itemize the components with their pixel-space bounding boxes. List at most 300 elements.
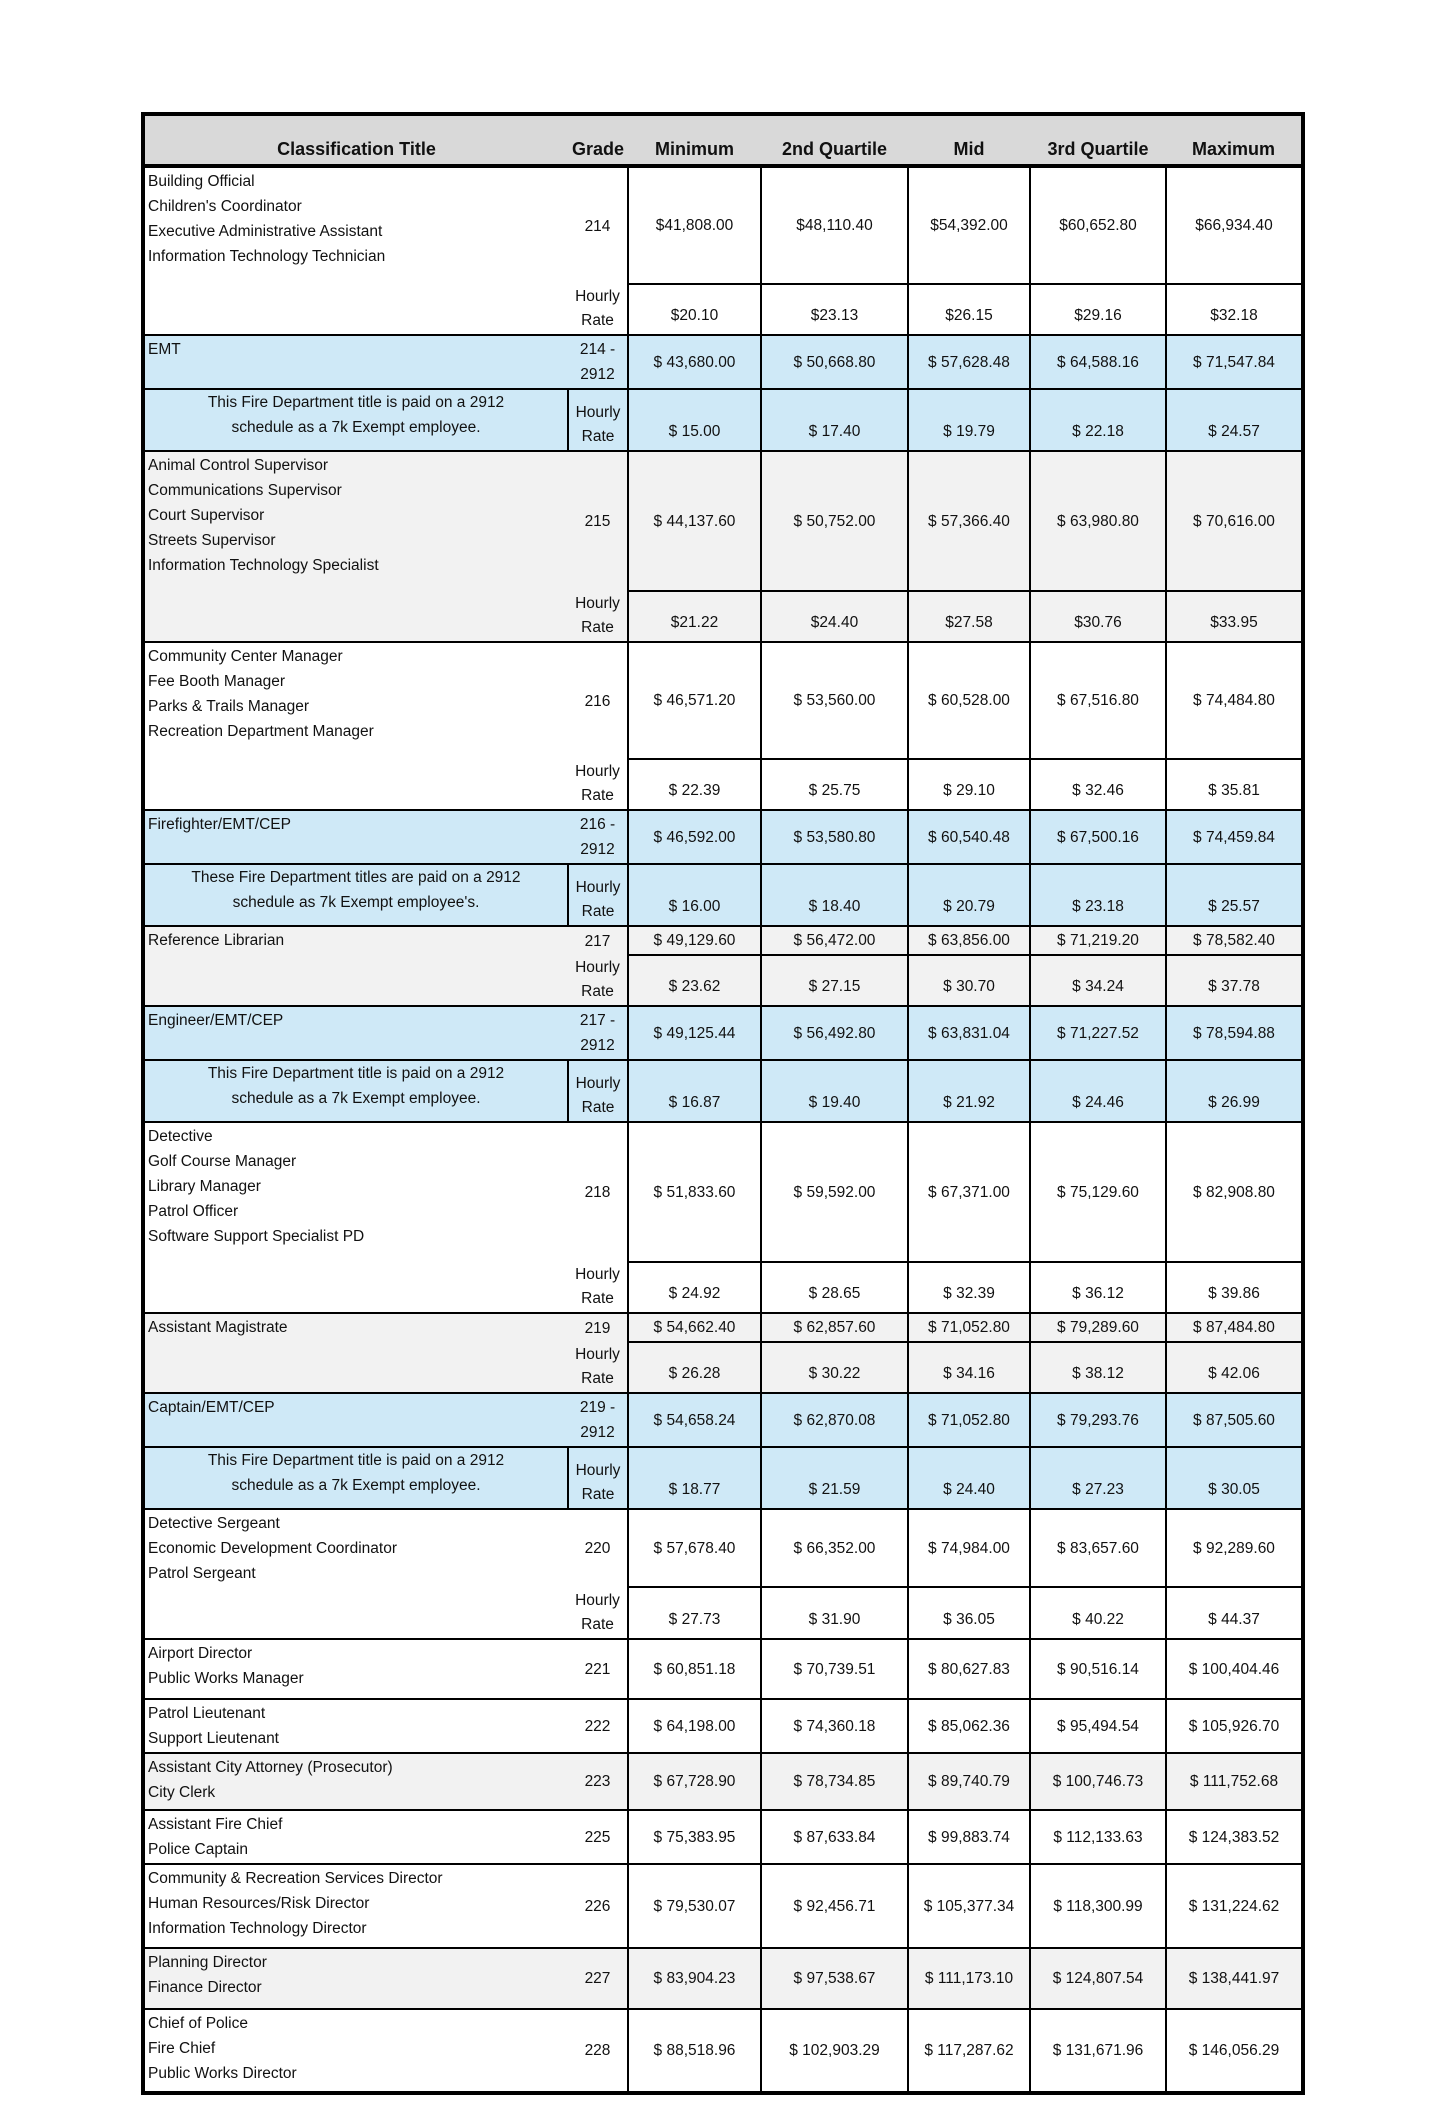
- hourly-3rd-quartile: $ 36.12: [1030, 1262, 1166, 1313]
- salary-row: [143, 1699, 1303, 1753]
- salary-row: [143, 1864, 1303, 1948]
- classification-title: Planning Director: [148, 1954, 267, 1971]
- annual-minimum: $ 60,851.18: [628, 1639, 761, 1699]
- annual-mid: $ 85,062.36: [908, 1699, 1030, 1753]
- hourly-minimum: $21.22: [628, 591, 761, 642]
- classification-title: Human Resources/Risk Director: [148, 1895, 370, 1912]
- hourly-mid: $ 36.05: [908, 1587, 1030, 1639]
- annual-3rd-quartile: $ 112,133.63: [1030, 1810, 1166, 1864]
- classification-title: Assistant Fire Chief: [148, 1816, 283, 1833]
- annual-minimum: $ 79,530.07: [628, 1864, 761, 1948]
- classification-titles: [143, 1810, 568, 1864]
- salary-row: [143, 1122, 1303, 1262]
- hourly-mid: $ 32.39: [908, 1262, 1030, 1313]
- annual-maximum: $ 131,224.62: [1166, 1864, 1303, 1948]
- annual-3rd-quartile: $ 124,807.54: [1030, 1948, 1166, 2009]
- annual-mid: $ 89,740.79: [908, 1753, 1030, 1810]
- hourly-rate-label: Hourly Rate: [568, 1587, 628, 1639]
- hourly-row: [143, 1342, 1303, 1393]
- annual-minimum: $41,808.00: [628, 166, 761, 284]
- annual-maximum: $ 111,752.68: [1166, 1753, 1303, 1810]
- hourly-rate-label: Hourly Rate: [568, 759, 628, 810]
- hourly-2nd-quartile: $ 17.40: [761, 389, 908, 451]
- annual-2nd-quartile: $ 62,857.60: [761, 1313, 908, 1342]
- hourly-3rd-quartile: $30.76: [1030, 591, 1166, 642]
- hourly-mid: $ 30.70: [908, 955, 1030, 1006]
- classification-titles: [143, 1699, 568, 1753]
- classification-titles: [143, 335, 568, 389]
- annual-2nd-quartile: $ 62,870.08: [761, 1393, 908, 1447]
- hourly-2nd-quartile: $ 31.90: [761, 1587, 908, 1639]
- annual-minimum: $ 43,680.00: [628, 335, 761, 389]
- annual-3rd-quartile: $ 63,980.80: [1030, 451, 1166, 591]
- hourly-3rd-quartile: $ 24.46: [1030, 1060, 1166, 1122]
- grade: 221: [568, 1639, 628, 1699]
- hourly-spacer: [143, 955, 568, 1006]
- hourly-rate-label: Hourly Rate: [568, 389, 628, 451]
- hourly-3rd-quartile: $ 32.46: [1030, 759, 1166, 810]
- annual-maximum: $ 92,289.60: [1166, 1509, 1303, 1587]
- classification-title: Patrol Sergeant: [148, 1565, 256, 1582]
- annual-maximum: $ 70,616.00: [1166, 451, 1303, 591]
- hourly-mid: $ 34.16: [908, 1342, 1030, 1393]
- schedule-note: This Fire Department title is paid on a 2912 schedule as a 7k Exempt employee.: [143, 389, 568, 451]
- classification-titles: [143, 451, 568, 591]
- annual-minimum: $ 44,137.60: [628, 451, 761, 591]
- hourly-2nd-quartile: $ 25.75: [761, 759, 908, 810]
- annual-2nd-quartile: $ 50,668.80: [761, 335, 908, 389]
- annual-3rd-quartile: $ 118,300.99: [1030, 1864, 1166, 1948]
- classification-group: [143, 1639, 1303, 1699]
- classification-group: [143, 1753, 1303, 1810]
- annual-minimum: $ 64,198.00: [628, 1699, 761, 1753]
- hourly-spacer: [143, 284, 568, 335]
- annual-minimum: $ 46,571.20: [628, 642, 761, 759]
- hourly-maximum: $ 24.57: [1166, 389, 1303, 451]
- annual-maximum: $ 138,441.97: [1166, 1948, 1303, 2009]
- annual-minimum: $ 57,678.40: [628, 1509, 761, 1587]
- classification-group: [143, 335, 1303, 451]
- hourly-mid: $ 29.10: [908, 759, 1030, 810]
- annual-minimum: $ 46,592.00: [628, 810, 761, 864]
- hourly-rate-label: Hourly Rate: [568, 1342, 628, 1393]
- schedule-note: This Fire Department title is paid on a 2912 schedule as a 7k Exempt employee.: [143, 1060, 568, 1122]
- annual-2nd-quartile: $ 87,633.84: [761, 1810, 908, 1864]
- annual-minimum: $ 49,125.44: [628, 1006, 761, 1060]
- annual-2nd-quartile: $ 97,538.67: [761, 1948, 908, 2009]
- annual-mid: $ 71,052.80: [908, 1313, 1030, 1342]
- annual-mid: $ 111,173.10: [908, 1948, 1030, 2009]
- annual-maximum: $ 78,594.88: [1166, 1006, 1303, 1060]
- classification-title: Information Technology Technician: [148, 248, 386, 265]
- annual-3rd-quartile: $ 71,227.52: [1030, 1006, 1166, 1060]
- hourly-spacer: [143, 1342, 568, 1393]
- hourly-row: [143, 759, 1303, 810]
- hourly-rate-label: Hourly Rate: [568, 1262, 628, 1313]
- annual-mid: $ 67,371.00: [908, 1122, 1030, 1262]
- classification-title: Parks & Trails Manager: [148, 698, 310, 715]
- annual-minimum: $ 75,383.95: [628, 1810, 761, 1864]
- hourly-2nd-quartile: $24.40: [761, 591, 908, 642]
- annual-maximum: $ 87,484.80: [1166, 1313, 1303, 1342]
- annual-2nd-quartile: $ 53,560.00: [761, 642, 908, 759]
- annual-minimum: $ 83,904.23: [628, 1948, 761, 2009]
- classification-group: [143, 926, 1303, 1006]
- hourly-mid: $ 20.79: [908, 864, 1030, 926]
- grade: 216: [568, 642, 628, 759]
- classification-title: Children's Coordinator: [148, 198, 302, 215]
- annual-3rd-quartile: $ 95,494.54: [1030, 1699, 1166, 1753]
- classification-title: Fee Booth Manager: [148, 673, 286, 690]
- classification-title: Detective: [148, 1128, 213, 1145]
- classification-title: Detective Sergeant: [148, 1515, 280, 1532]
- hourly-row: [143, 955, 1303, 1006]
- classification-group: [143, 1699, 1303, 1753]
- classification-title: Building Official: [148, 173, 255, 190]
- grade: 225: [568, 1810, 628, 1864]
- classification-group: [143, 451, 1303, 642]
- annual-mid: $ 63,856.00: [908, 926, 1030, 955]
- annual-3rd-quartile: $ 79,289.60: [1030, 1313, 1166, 1342]
- annual-3rd-quartile: $ 79,293.76: [1030, 1393, 1166, 1447]
- hourly-3rd-quartile: $ 22.18: [1030, 389, 1166, 451]
- annual-mid: $54,392.00: [908, 166, 1030, 284]
- grade: 216 - 2912: [568, 810, 628, 864]
- hourly-2nd-quartile: $ 30.22: [761, 1342, 908, 1393]
- classification-title: Community & Recreation Services Director: [148, 1870, 443, 1887]
- annual-maximum: $ 78,582.40: [1166, 926, 1303, 955]
- classification-title: Police Captain: [148, 1841, 248, 1858]
- grade: 217: [568, 926, 628, 955]
- hourly-2nd-quartile: $ 21.59: [761, 1447, 908, 1509]
- classification-titles: [143, 1006, 568, 1060]
- classification-titles: [143, 926, 568, 955]
- annual-maximum: $ 105,926.70: [1166, 1699, 1303, 1753]
- salary-row: [143, 642, 1303, 759]
- hourly-minimum: $ 24.92: [628, 1262, 761, 1313]
- classification-group: [143, 1509, 1303, 1639]
- classification-title: Streets Supervisor: [148, 532, 276, 549]
- hourly-row: [143, 1447, 1303, 1509]
- hourly-spacer: [143, 1587, 568, 1639]
- hourly-spacer: [143, 591, 568, 642]
- grade: 223: [568, 1753, 628, 1810]
- hourly-maximum: $ 37.78: [1166, 955, 1303, 1006]
- header-mid: Mid: [908, 114, 1030, 166]
- classification-title: Animal Control Supervisor: [148, 457, 329, 474]
- hourly-maximum: $ 42.06: [1166, 1342, 1303, 1393]
- hourly-minimum: $ 16.87: [628, 1060, 761, 1122]
- hourly-rate-label: Hourly Rate: [568, 284, 628, 335]
- classification-title: EMT: [148, 341, 181, 358]
- classification-group: [143, 810, 1303, 926]
- hourly-maximum: $ 25.57: [1166, 864, 1303, 926]
- hourly-mid: $26.15: [908, 284, 1030, 335]
- annual-2nd-quartile: $ 50,752.00: [761, 451, 908, 591]
- grade: 217 - 2912: [568, 1006, 628, 1060]
- annual-mid: $ 80,627.83: [908, 1639, 1030, 1699]
- classification-titles: [143, 166, 568, 284]
- hourly-row: [143, 389, 1303, 451]
- hourly-minimum: $ 18.77: [628, 1447, 761, 1509]
- classification-titles: [143, 1948, 568, 2009]
- classification-titles: [143, 1313, 568, 1342]
- header-2nd-quartile: 2nd Quartile: [761, 114, 908, 166]
- classification-title: Communications Supervisor: [148, 482, 342, 499]
- annual-3rd-quartile: $ 90,516.14: [1030, 1639, 1166, 1699]
- classification-title: Library Manager: [148, 1178, 261, 1195]
- annual-2nd-quartile: $ 92,456.71: [761, 1864, 908, 1948]
- classification-titles: [143, 1864, 568, 1948]
- hourly-2nd-quartile: $ 18.40: [761, 864, 908, 926]
- classification-group: [143, 1810, 1303, 1864]
- hourly-rate-label: Hourly Rate: [568, 591, 628, 642]
- grade: 220: [568, 1509, 628, 1587]
- classification-titles: [143, 1393, 568, 1447]
- classification-group: [143, 1948, 1303, 2009]
- classification-title: Chief of Police: [148, 2015, 248, 2032]
- annual-minimum: $ 51,833.60: [628, 1122, 761, 1262]
- annual-2nd-quartile: $ 70,739.51: [761, 1639, 908, 1699]
- annual-maximum: $ 87,505.60: [1166, 1393, 1303, 1447]
- hourly-row: [143, 1262, 1303, 1313]
- hourly-2nd-quartile: $ 28.65: [761, 1262, 908, 1313]
- hourly-rate-label: Hourly Rate: [568, 955, 628, 1006]
- classification-group: [143, 642, 1303, 810]
- annual-3rd-quartile: $ 75,129.60: [1030, 1122, 1166, 1262]
- classification-group: [143, 166, 1303, 335]
- annual-3rd-quartile: $ 67,516.80: [1030, 642, 1166, 759]
- hourly-minimum: $ 15.00: [628, 389, 761, 451]
- salary-row: [143, 1509, 1303, 1587]
- salary-row: [143, 926, 1303, 955]
- salary-table: [141, 112, 1305, 2095]
- classification-title: Public Works Manager: [148, 1670, 304, 1687]
- hourly-minimum: $20.10: [628, 284, 761, 335]
- header-minimum: Minimum: [628, 114, 761, 166]
- annual-2nd-quartile: $48,110.40: [761, 166, 908, 284]
- classification-title: Firefighter/EMT/CEP: [148, 816, 291, 833]
- grade: 218: [568, 1122, 628, 1262]
- hourly-rate-label: Hourly Rate: [568, 864, 628, 926]
- annual-mid: $ 57,628.48: [908, 335, 1030, 389]
- hourly-minimum: $ 16.00: [628, 864, 761, 926]
- annual-maximum: $ 82,908.80: [1166, 1122, 1303, 1262]
- header-3rd-quartile: 3rd Quartile: [1030, 114, 1166, 166]
- salary-row: [143, 2009, 1303, 2093]
- hourly-3rd-quartile: $ 27.23: [1030, 1447, 1166, 1509]
- annual-3rd-quartile: $ 67,500.16: [1030, 810, 1166, 864]
- hourly-maximum: $33.95: [1166, 591, 1303, 642]
- annual-mid: $ 117,287.62: [908, 2009, 1030, 2093]
- grade: 226: [568, 1864, 628, 1948]
- classification-title: Support Lieutenant: [148, 1730, 279, 1747]
- hourly-maximum: $ 35.81: [1166, 759, 1303, 810]
- salary-row: [143, 451, 1303, 591]
- hourly-mid: $ 19.79: [908, 389, 1030, 451]
- annual-maximum: $ 146,056.29: [1166, 2009, 1303, 2093]
- hourly-maximum: $ 44.37: [1166, 1587, 1303, 1639]
- annual-mid: $ 74,984.00: [908, 1509, 1030, 1587]
- classification-title: Court Supervisor: [148, 507, 265, 524]
- schedule-note: This Fire Department title is paid on a 2912 schedule as a 7k Exempt employee.: [143, 1447, 568, 1509]
- classification-title: Patrol Officer: [148, 1203, 239, 1220]
- annual-mid: $ 71,052.80: [908, 1393, 1030, 1447]
- header-classification-title: Classification Title: [143, 114, 568, 166]
- hourly-maximum: $ 39.86: [1166, 1262, 1303, 1313]
- annual-2nd-quartile: $ 56,492.80: [761, 1006, 908, 1060]
- classification-titles: [143, 1509, 568, 1587]
- grade: 222: [568, 1699, 628, 1753]
- classification-title: Reference Librarian: [148, 932, 285, 949]
- classification-group: [143, 1122, 1303, 1313]
- classification-title: Fire Chief: [148, 2040, 216, 2057]
- annual-2nd-quartile: $ 78,734.85: [761, 1753, 908, 1810]
- hourly-minimum: $ 26.28: [628, 1342, 761, 1393]
- hourly-3rd-quartile: $ 38.12: [1030, 1342, 1166, 1393]
- classification-title: Public Works Director: [148, 2065, 297, 2082]
- header-grade: Grade: [568, 114, 628, 166]
- header-maximum: Maximum: [1166, 114, 1303, 166]
- annual-maximum: $ 124,383.52: [1166, 1810, 1303, 1864]
- annual-maximum: $ 71,547.84: [1166, 335, 1303, 389]
- classification-title: Information Technology Specialist: [148, 557, 379, 574]
- classification-title: Assistant Magistrate: [148, 1319, 288, 1336]
- hourly-3rd-quartile: $ 40.22: [1030, 1587, 1166, 1639]
- classification-title: Patrol Lieutenant: [148, 1705, 266, 1722]
- classification-title: Assistant City Attorney (Prosecutor): [148, 1759, 393, 1776]
- hourly-spacer: [143, 1262, 568, 1313]
- annual-3rd-quartile: $60,652.80: [1030, 166, 1166, 284]
- salary-row: [143, 1313, 1303, 1342]
- hourly-rate-label: Hourly Rate: [568, 1447, 628, 1509]
- salary-row: [143, 1948, 1303, 2009]
- salary-row: [143, 1810, 1303, 1864]
- salary-row: [143, 1753, 1303, 1810]
- annual-minimum: $ 49,129.60: [628, 926, 761, 955]
- annual-3rd-quartile: $ 100,746.73: [1030, 1753, 1166, 1810]
- annual-3rd-quartile: $ 131,671.96: [1030, 2009, 1166, 2093]
- hourly-3rd-quartile: $ 23.18: [1030, 864, 1166, 926]
- grade: 214 - 2912: [568, 335, 628, 389]
- hourly-spacer: [143, 759, 568, 810]
- annual-minimum: $ 67,728.90: [628, 1753, 761, 1810]
- annual-2nd-quartile: $ 74,360.18: [761, 1699, 908, 1753]
- hourly-minimum: $ 27.73: [628, 1587, 761, 1639]
- grade: 219 - 2912: [568, 1393, 628, 1447]
- hourly-row: [143, 591, 1303, 642]
- annual-2nd-quartile: $ 66,352.00: [761, 1509, 908, 1587]
- classification-title: Economic Development Coordinator: [148, 1540, 397, 1557]
- hourly-2nd-quartile: $ 27.15: [761, 955, 908, 1006]
- hourly-row: [143, 1060, 1303, 1122]
- salary-row: [143, 810, 1303, 864]
- classification-titles: [143, 810, 568, 864]
- hourly-rate-label: Hourly Rate: [568, 1060, 628, 1122]
- salary-row: [143, 166, 1303, 284]
- hourly-2nd-quartile: $23.13: [761, 284, 908, 335]
- hourly-maximum: $32.18: [1166, 284, 1303, 335]
- annual-2nd-quartile: $ 53,580.80: [761, 810, 908, 864]
- annual-mid: $ 63,831.04: [908, 1006, 1030, 1060]
- hourly-mid: $ 21.92: [908, 1060, 1030, 1122]
- classification-titles: [143, 1122, 568, 1262]
- grade: 219: [568, 1313, 628, 1342]
- classification-group: [143, 1393, 1303, 1509]
- classification-titles: [143, 642, 568, 759]
- classification-title: Community Center Manager: [148, 648, 343, 665]
- annual-3rd-quartile: $ 64,588.16: [1030, 335, 1166, 389]
- header-row: [143, 114, 1303, 166]
- annual-2nd-quartile: $ 56,472.00: [761, 926, 908, 955]
- annual-maximum: $ 74,484.80: [1166, 642, 1303, 759]
- hourly-minimum: $ 23.62: [628, 955, 761, 1006]
- hourly-maximum: $ 30.05: [1166, 1447, 1303, 1509]
- hourly-row: [143, 284, 1303, 335]
- classification-titles: [143, 2009, 568, 2093]
- hourly-3rd-quartile: $29.16: [1030, 284, 1166, 335]
- hourly-3rd-quartile: $ 34.24: [1030, 955, 1166, 1006]
- hourly-minimum: $ 22.39: [628, 759, 761, 810]
- annual-maximum: $66,934.40: [1166, 166, 1303, 284]
- classification-title: Captain/EMT/CEP: [148, 1399, 275, 1416]
- annual-mid: $ 60,528.00: [908, 642, 1030, 759]
- salary-row: [143, 1639, 1303, 1699]
- grade: 215: [568, 451, 628, 591]
- classification-title: Recreation Department Manager: [148, 723, 374, 740]
- hourly-maximum: $ 26.99: [1166, 1060, 1303, 1122]
- hourly-row: [143, 864, 1303, 926]
- hourly-row: [143, 1587, 1303, 1639]
- annual-mid: $ 99,883.74: [908, 1810, 1030, 1864]
- classification-title: Software Support Specialist PD: [148, 1228, 365, 1245]
- hourly-mid: $27.58: [908, 591, 1030, 642]
- classification-title: Engineer/EMT/CEP: [148, 1012, 284, 1029]
- classification-title: Airport Director: [148, 1645, 253, 1662]
- classification-group: [143, 1006, 1303, 1122]
- classification-titles: [143, 1639, 568, 1699]
- hourly-mid: $ 24.40: [908, 1447, 1030, 1509]
- annual-2nd-quartile: $ 59,592.00: [761, 1122, 908, 1262]
- classification-titles: [143, 1753, 568, 1810]
- hourly-2nd-quartile: $ 19.40: [761, 1060, 908, 1122]
- annual-maximum: $ 74,459.84: [1166, 810, 1303, 864]
- salary-row: [143, 1006, 1303, 1060]
- annual-minimum: $ 88,518.96: [628, 2009, 761, 2093]
- classification-title: Golf Course Manager: [148, 1153, 297, 1170]
- annual-3rd-quartile: $ 71,219.20: [1030, 926, 1166, 955]
- classification-title: City Clerk: [148, 1784, 216, 1801]
- grade: 227: [568, 1948, 628, 2009]
- annual-mid: $ 105,377.34: [908, 1864, 1030, 1948]
- annual-2nd-quartile: $ 102,903.29: [761, 2009, 908, 2093]
- classification-title: Information Technology Director: [148, 1920, 367, 1937]
- annual-mid: $ 60,540.48: [908, 810, 1030, 864]
- annual-minimum: $ 54,662.40: [628, 1313, 761, 1342]
- salary-row: [143, 335, 1303, 389]
- grade: 228: [568, 2009, 628, 2093]
- classification-group: [143, 1313, 1303, 1393]
- classification-title: Executive Administrative Assistant: [148, 223, 383, 240]
- schedule-note: These Fire Department titles are paid on a 2912 schedule as 7k Exempt employee's.: [143, 864, 568, 926]
- classification-group: [143, 2009, 1303, 2093]
- annual-maximum: $ 100,404.46: [1166, 1639, 1303, 1699]
- annual-mid: $ 57,366.40: [908, 451, 1030, 591]
- classification-title: Finance Director: [148, 1979, 262, 1996]
- grade: 214: [568, 166, 628, 284]
- annual-minimum: $ 54,658.24: [628, 1393, 761, 1447]
- salary-row: [143, 1393, 1303, 1447]
